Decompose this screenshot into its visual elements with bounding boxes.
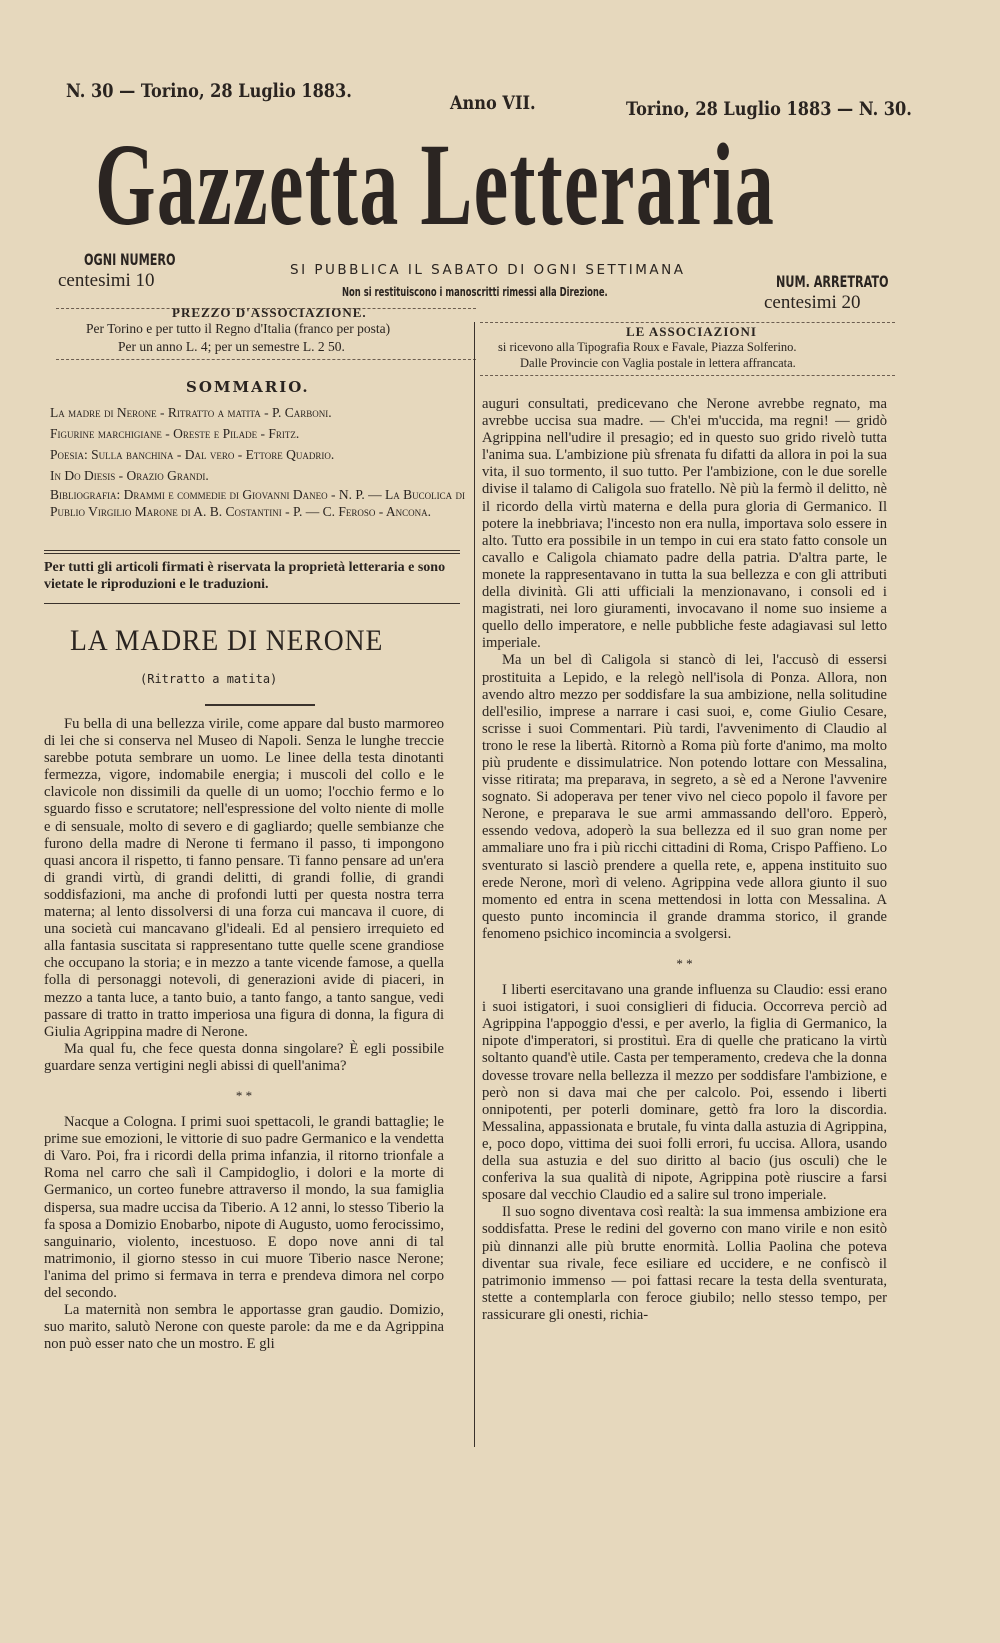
divider xyxy=(480,322,895,323)
double-rule xyxy=(44,553,460,554)
publication-schedule: SI PUBBLICA IL SABATO DI OGNI SETTIMANA xyxy=(290,262,686,278)
summary-item: Poesia: Sulla banchina - Dal vero - Ettore Quadrio. xyxy=(50,447,335,462)
article-paragraph: I liberti esercitavano una grande influenza su Claudio: essi erano i suoi istigatori, i suoi consiglieri di fiducia. Occorreva perciò ad Agrippina l'appoggio d'essi, e per averlo, la figlia di Germanico, la nipote d'imperatori, si prostituì. Era di quelle che praticano la virtù soltanto quand'è utile. Casta per temperamento, credeva che la donna dovesse trovare nella bellezza il mezzo per soddisfare l'ambizione, e però non si dava mai che per calcolo. Poi, essendo i liberti onnipotenti, per poterli dominare, gettò fra loro la discordia. Messalina, appassionata e brutale, fu vinta dalla astuzia di Agrippina, e, poco dopo, vittima dei suoi folli errori, fu uccisa. Allora, usando della sua astuzia e del suo diritto al bacio (jus osculi) che le conferiva la sua qualità di nipote, Agrippina potè riuscire a farsi sposare dal vecchio Claudio ed a salire sul trono imperiale. xyxy=(482,982,887,1204)
year: Anno VII. xyxy=(450,92,536,114)
article-left-column xyxy=(44,716,444,1353)
associations-line1: si ricevono alla Tipografia Roux e Favale, Piazza Solferino. xyxy=(498,340,797,354)
article-paragraph: Ma qual fu, che fece questa donna singolare? È egli possibile guardare senza vertigini negli abissi di quell'anima? xyxy=(44,1040,444,1074)
summary-item: Bibliografia: Drammi e commedie di Giovanni Daneo - N. P. — La Bucolica di Publio Virgilio Marone di A. B. Costantini - P. — C. Feroso - Ancona. xyxy=(50,487,465,519)
article-paragraph: La maternità non sembra le apportasse gran gaudio. Domizio, suo marito, salutò Nerone con queste parole: da me e da Agrippina non può esser nato che un mostro. E gli xyxy=(44,1302,444,1353)
summary-list xyxy=(50,402,470,520)
price-left-label: OGNI NUMERO xyxy=(84,250,176,269)
ornament-divider xyxy=(205,704,315,706)
summary-item: La madre di Nerone - Ritratto a matita - P. Carboni. xyxy=(50,405,332,420)
divider xyxy=(56,359,476,360)
associations-title: LE ASSOCIAZIONI xyxy=(626,324,757,339)
article-title: LA MADRE DI NERONE xyxy=(70,624,384,657)
column-rule xyxy=(474,322,475,1447)
section-separator: * * xyxy=(676,956,693,971)
divider xyxy=(480,375,895,376)
manuscripts-notice: Non si restituiscono i manoscritti rimessi alla Direzione. xyxy=(342,285,608,299)
summary-item: In Do Diesis - Orazio Grandi. xyxy=(50,468,209,483)
article-paragraph: Fu bella di una bellezza virile, come appare dal busto marmoreo di lei che si conserva nel Museo di Napoli. Senza le lunghe treccie sarebbe potuta sembrare un uomo. Le linee della testa dinotanti fermezza, vigore, indomabile energia; i muscoli del collo e le clavicole non dissimili da quelle di un uomo; l'occhio fermo e lo sguardo fisso e scrutatore; nell'espressione del volto niente di molle e di sensuale, molto di severo e di gagliardo; quelle sembianze che furono della madre di Nerone ti fermano il passo, ti impongono quasi ancora il rispetto, ti fanno pensare. Ti fanno pensare ad un'era di grandi virtù, di grandi delitti, di grandi follie, di grandi soddisfazioni, ma anche di profondi lutti per questa nostra terra materna; al lento dissolversi di una forza cui mancava il cuore, di una società cui mancavano gl'ideali. Ed al pensiero irrequieto ed alla fantasia suscitata si rappresentano tutte quelle scene grandiose che occupano la storia; e in mezzo a tante vicende famose, a quella folla di personaggi notevoli, di generazioni avide di piaceri, in mezzo a tanta luce, a tanto buio, a tanto fango, a tanto sangue, vedi passare di tratto in tratto imperiosa una figura di donna, la figura di Giulia Agrippina madre di Nerone. xyxy=(44,716,444,1040)
article-subtitle: (Ritratto a matita) xyxy=(140,672,278,686)
subscription-line1: Per Torino e per tutto il Regno d'Italia (franco per posta) xyxy=(86,321,391,336)
rights-notice: Per tutti gli articoli firmati è riservata la proprietà letteraria e sono vietate le riproduzioni e le traduzioni. xyxy=(44,560,446,592)
summary-item: Figurine marchigiane - Oreste e Pilade - Fritz. xyxy=(50,426,300,441)
associations-line2: Dalle Provincie con Vaglia postale in lettera affrancata. xyxy=(520,356,796,370)
subscription-title: PREZZO D'ASSOCIAZIONE. xyxy=(172,305,367,320)
price-right: centesimi 20 xyxy=(764,292,861,313)
price-left: centesimi 10 xyxy=(58,270,155,291)
price-right-label: NUM. ARRETRATO xyxy=(776,272,889,291)
article-paragraph: auguri consultati, predicevano che Nerone avrebbe regnato, ma avrebbe uccisa sua madre. — Ch'ei m'uccida, ma regni! — gridò Agrippina nell'udire il presagio; ed in questo suo grido rivelò tutta l'anima sua. L'ambizione più sfrenata fu difatti da allora in poi la sua vita, il suo tormento, il suo tutto. Per l'ambizione, con le due sorelle divise il talamo di Caligola suo fratello. Nè più la fermò il delitto, nè il ricordo della virtù materna e della pura gloria di Germanico. Il potere la inebbriava; l'incesto non era nulla, importava solo essere in alto. Tutto era possibile in un tempo in cui era stato fatto console un cavallo e Caligola chiamato padre della patria. D'altra parte, le monete la rappresentavano in tutta la sua bellezza e con gli attributi della divinità. Gli atti ufficiali la menzionavano, i consoli ed i magistrati, nei loro giuramenti, invocavano il nome suo insieme a quello dello imperatore, e nelle pubbliche feste adagiavasi sul letto imperiale. xyxy=(482,396,887,652)
newspaper-title: Gazzetta Letteraria xyxy=(95,119,776,250)
section-separator: * * xyxy=(235,1087,253,1103)
summary-title: SOMMARIO. xyxy=(186,378,310,396)
article-paragraph: Il suo sogno diventava così realtà: la sua immensa ambizione era soddisfatta. Prese le redini del governo con mano virile e non esitò più dinnanzi alle più brutte enormità. Lollia Paolina che poteva diventar sua rivale, fece esiliare ed uccidere, e ne confiscò il patrimonio immenso — poi fattasi recare la testa della sventurata, stette a contemplarla con feroce giubilo; nello stesso tempo, per rassicurare gli onesti, richia- xyxy=(482,1204,887,1323)
issue-left: N. 30 — Torino, 28 Luglio 1883. xyxy=(66,80,352,102)
issue-right: Torino, 28 Luglio 1883 — N. 30. xyxy=(626,98,912,120)
article-paragraph: Ma un bel dì Caligola si stancò di lei, l'accusò di essersi prostituita a Lepido, e la relegò nell'isola di Ponza. Allora, non avendo altro mezzo per soddisfare la sua ambizione, nella solitudine dell'esilio, imprese a narrare i casi suoi, e, come Giulio Cesare, scrisse i suoi Commentari. Più tardi, l'avvenimento di Claudio al trono le rese la libertà. Ritornò a Roma più forte d'animo, ma molto più prudente e dissimulatrice. Non potendo lottare con Messalina, visse ritirata; ma preparava, in segreto, a sè ed a Nerone l'avvenire sognato. Si adoperava per tener vivo nel cieco popolo il favore per Nerone, e preparava le sue armi ammassando dell'oro. Epperò, essendo vedova, adoperò la sua bellezza ed il suo gran nome per ammaliare uno fra i più ricchi cittadini di Roma, Crispo Paffieno. Lo sventurato si lasciò prendere a quella rete, e, appena instituito suo erede Nerone, morì di veleno. Agrippina vede allora giunto il suo momento ed entra in scena mettendosi in lotta con Messalina. A questo punto incomincia il grande dramma storico, il grande fenomeno psichico incomincia a svolgersi. xyxy=(482,652,887,942)
divider xyxy=(44,603,460,604)
article-paragraph: Nacque a Cologna. I primi suoi spettacoli, le grandi battaglie; le prime sue emozioni, le vittorie di suo padre Germanico e la vendetta di Varo. Poi, fra i ricordi della prima infanzia, il ritorno trionfale a Roma nel carro che salì il Campidoglio, i dolori e la morte di Germanico, un corteo funebre attraverso il mondo, la sua famiglia dispersa, sua madre uccisa da Tiberio. A 12 anni, lo stesso Tiberio la fa sposa a Domizio Enobarbo, nipote di Augusto, uomo ferocissimo, sanguinario, violento, incestuoso. E dopo nove anni di tal matrimonio, il giorno stesso in cui muore Tiberio nasce Nerone; l'anima del primo si fermava in terra e prendeva dimora nel corpo del secondo. xyxy=(44,1114,444,1301)
double-rule xyxy=(44,550,460,551)
subscription-line2: Per un anno L. 4; per un semestre L. 2 50. xyxy=(118,339,345,354)
article-right-column xyxy=(482,396,887,1324)
